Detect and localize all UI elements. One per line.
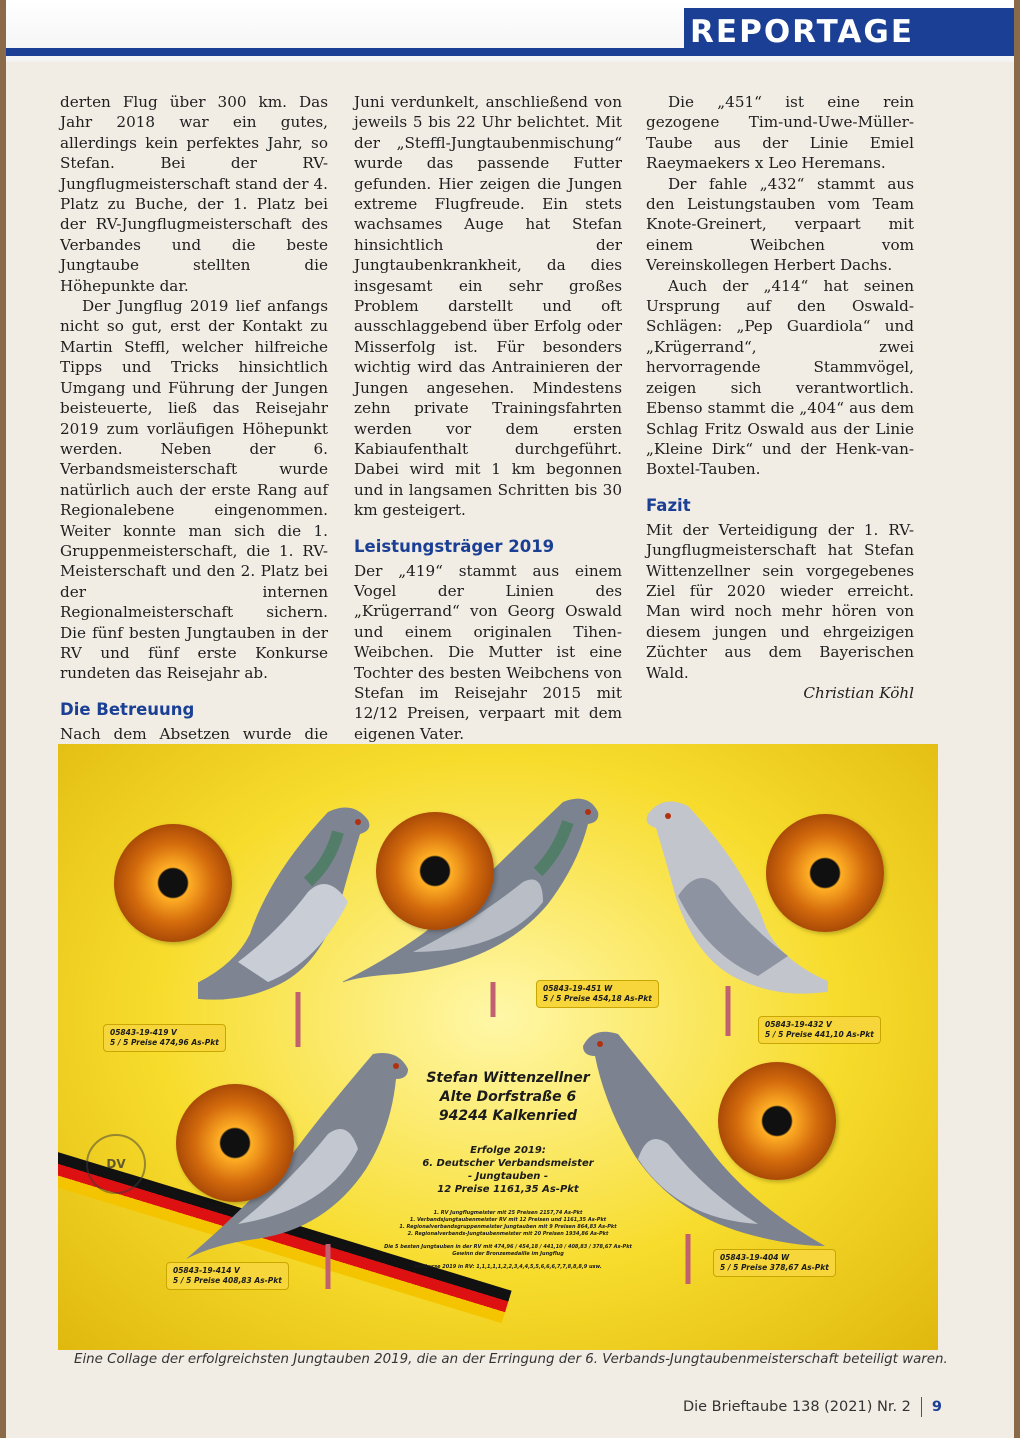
ring-number: 05843-19-451 W [543,984,613,993]
eye-404-image [718,1062,836,1180]
eye-414-image [176,1084,294,1202]
column-3 [646,92,914,703]
paragraph: Der fahle „432“ stammt aus den Leistungstauben vom Team Knote-Greinert, verpaart mit einem Weibchen vom Vereinskollegen Herbert Dachs. [646,174,914,275]
breeder-card [378,1069,638,1271]
success-detail: Gewinn der Bronzemedaille im Jungflug [452,1251,564,1257]
subheading-fazit: Fazit [646,495,691,515]
success-line: - Jungtauben - [467,1171,549,1182]
success-detail: Konkurse 2019 in RV: 1,1,1,1,1,2,2,3,4,4,5,5,6,6,6,7,7,8,8,8,9 usw. [414,1264,602,1270]
success-detail: 2. Regionalverbands-Jungtaubenmeister mit 20 Preisen 1934,86 As-Pkt [407,1231,609,1237]
page-number: 9 [931,1399,942,1415]
ring-label-404 [713,1249,836,1277]
paragraph: Der „419“ stammt aus einem Vogel der Linien des „Krügerrand“ von Georg Oswald und einem originalen Tihen-Weibchen. Die Mutter ist eine Tochter des besten Weibchens von Stefan im Reisejahr 2015 mit 12/12 Preisen, verpaart mit dem eigenen Vater. [354,561,622,743]
subheading-leistungstraeger: Leistungsträger 2019 [354,536,555,556]
paragraph: Auch der „414“ hat seinen Ursprung auf den Oswald-Schlägen: „Pep Guardiola“ und „Krügerrand“, zwei hervorragende Stammvögel, zeigen sich verantwortlich. Ebenso stammt die „404“ aus dem Schlag Fritz Oswald aus der Linie „Kleine Dirk“ und der Henk-van-Boxtel-Tauben. [646,276,914,479]
paragraph: Der Jungflug 2019 lief anfangs nicht so gut, erst der Kontakt zu Martin Steffl, welcher hilfreiche Tipps und Tricks hinsichtlich Umgang und Führung der Jungen beisteuerte, ließ das Reisejahr 2019 zum vorläufigen Höhepunkt werden. Neben der 6. Verbandsmeisterschaft wurde natürlich auch der erste Rang auf Regionalebene eingenommen. Weiter konnte man sich die 1. Gruppenmeisterschaft, die 1. RV-Meisterschaft und den 2. Platz bei der internen Regionalmeisterschaft sichern. Die fünf besten Jungtauben in der RV und fünf erste Konkurse rundeten das Reisejahr ab. [60,297,328,683]
eye-451-image [376,812,494,930]
ring-number: 05843-19-432 V [765,1020,832,1029]
page-footer [683,1397,942,1417]
column-2 [354,92,622,744]
magazine-page [6,0,1014,1438]
eye-432-image [766,814,884,932]
ring-number: 05843-19-419 V [110,1028,177,1037]
breeder-city: 94244 Kalkenried [438,1108,578,1124]
breeder-name: Stefan Wittenzellner [426,1070,590,1086]
ring-prizes: 5 / 5 Preise 441,10 As-Pkt [765,1030,874,1039]
ring-number: 05843-19-414 V [173,1266,240,1275]
ring-prizes: 5 / 5 Preise 454,18 As-Pkt [543,994,652,1003]
success-detail: 1. Regionalverbandsgruppenmeister Jungtauben mit 9 Preisen 864,83 As-Pkt [399,1224,617,1230]
ring-number: 05843-19-404 W [720,1253,790,1262]
paragraph: derten Flug über 300 km. Das Jahr 2018 war ein gutes, allerdings kein perfektes Jahr, so Stefan. Bei der RV-Jungflugmeisterschaft stand der 4. Platz zu Buche, der 1. Platz bei der RV-Jungflugmeisterschaft des Verbandes und die beste Jungtaube stellten die Höhepunkte dar. [60,93,328,295]
column-1 [60,92,328,765]
breeder-street: Alte Dorfstraße 6 [439,1089,577,1105]
success-title: Erfolge 2019: [470,1145,546,1156]
ring-prizes: 5 / 5 Preise 408,83 As-Pkt [173,1276,282,1285]
paragraph: Mit der Verteidigung der 1. RV-Jungflugmeisterschaft hat Stefan Wittenzellner sein vorgegebenes Ziel für 2020 wieder erreicht. Man wird noch mehr hören von diesem jungen und ehrgeizigen Züchter aus dem Bayerischen Wald. [646,520,914,682]
ring-label-419 [103,1024,226,1052]
paragraph: Nach dem Absetzen wurde die [60,724,328,743]
subheading-betreuung: Die Betreuung [60,699,195,719]
eye-419-image [114,824,232,942]
section-label: REPORTAGE [684,8,1014,56]
paragraph: Juni verdunkelt, anschließend von jeweils 5 bis 22 Uhr belichtet. Mit der „Steffl-Jungtaubenmischung“ wurde das passende Futter gefunden. Hier zeigen die Jungen extreme Flugfreude. Ein stets wachsames Auge hat Stefan hinsichtlich der Jungtaubenkrankheit, da dies insgesamt ein sehr großes Problem darstellt und oft ausschlaggebend über Erfolg oder Misserfolg ist. Für besonders wichtig wird das Antrainieren der Jungen angesehen. Mindestens zehn private Trainingsfahrten werden vor dem ersten Kabiaufenthalt durchgeführt. Dabei wird mit 1 km begonnen und in langsamen Schritten bis 30 km gesteigert. [354,93,622,520]
success-detail: Die 5 besten Jungtauben in der RV mit 474,96 / 454,18 / 441,10 / 408,83 / 378,67 As-Pkt [384,1244,632,1250]
magazine-issue: Die Brieftaube 138 (2021) Nr. 2 [682,1399,911,1415]
success-detail: 1. RV Jungflugmeister mit 25 Preisen 2157,74 As-Pkt [433,1210,583,1216]
paragraph: Die „451“ ist eine rein gezogene Tim-und-Uwe-Müller-Taube aus der Linie Emiel Raeymaekers x Leo Heremans. [646,93,914,173]
success-line: 12 Preise 1161,35 As-Pkt [437,1184,579,1195]
ring-label-451 [536,980,659,1008]
author-signature: Christian Köhl [803,683,914,702]
pigeon-collage [58,744,938,1350]
photo-caption: Eine Collage der erfolgreichsten Jungtauben 2019, die an der Erringung der 6. Verbands-Jungtaubenmeisterschaft beteiligt waren. [74,1352,948,1367]
footer-divider [921,1397,922,1417]
success-detail: 1. Verbandsjungtaubenmeister RV mit 12 Preisen und 1161,35 As-Pkt [409,1217,607,1223]
ring-prizes: 5 / 5 Preise 378,67 As-Pkt [720,1263,829,1272]
ring-prizes: 5 / 5 Preise 474,96 As-Pkt [110,1038,219,1047]
success-line: 6. Deutscher Verbandsmeister [422,1158,594,1169]
ring-label-414 [166,1262,289,1290]
dv-logo: DV [86,1134,146,1194]
ring-label-432 [758,1016,881,1044]
